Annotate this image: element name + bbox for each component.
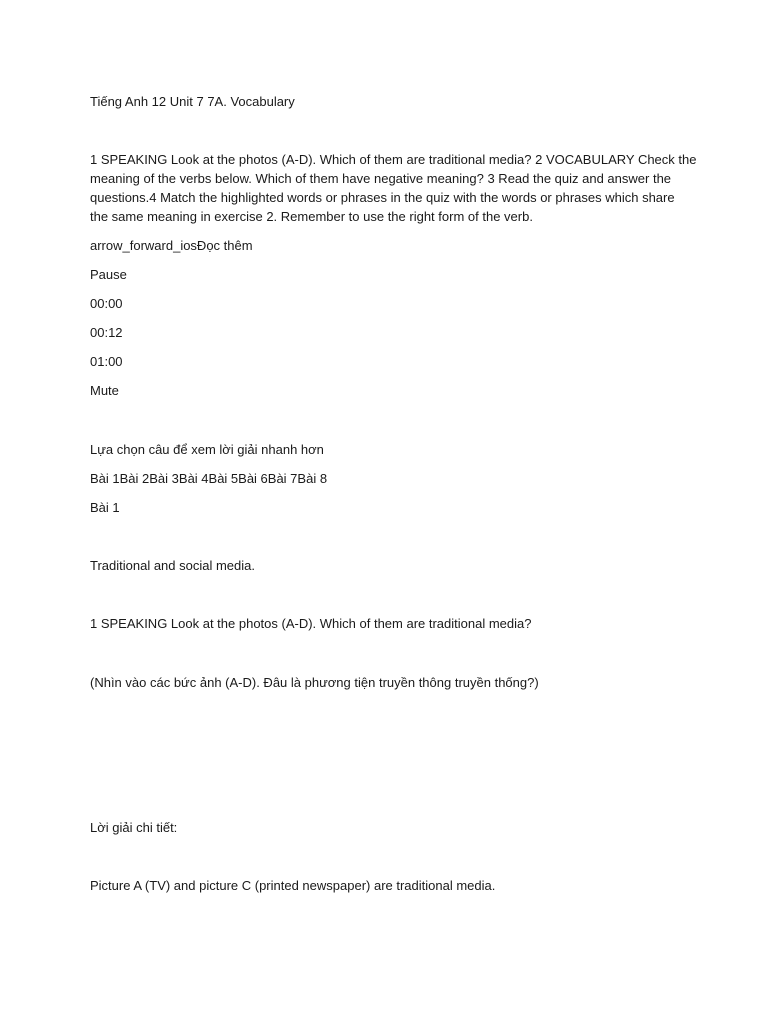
- topic-title: Traditional and social media.: [90, 558, 255, 573]
- current-time: 00:00: [90, 296, 123, 311]
- document-title: Tiếng Anh 12 Unit 7 7A. Vocabulary: [90, 94, 295, 109]
- read-more-link[interactable]: arrow_forward_iosĐọc thêm: [90, 238, 253, 253]
- intro-line: the same meaning in exercise 2. Remember to use the right form of the verb.: [90, 209, 533, 224]
- intro-line: questions.4 Match the highlighted words or phrases in the quiz with the words or phrases which share: [90, 190, 675, 205]
- question-vietnamese: (Nhìn vào các bức ảnh (A-D). Đâu là phương tiện truyền thông truyền thống?): [90, 675, 539, 690]
- pause-button[interactable]: Pause: [90, 267, 127, 282]
- intro-line: meaning of the verbs below. Which of them have negative meaning? 3 Read the quiz and answer the: [90, 171, 672, 186]
- mute-button[interactable]: Mute: [90, 383, 119, 398]
- intro-line: 1 SPEAKING Look at the photos (A-D). Which of them are traditional media? 2 VOCABULARY Check the: [90, 152, 697, 167]
- intro-paragraph: [90, 150, 697, 226]
- exercise-heading: Bài 1: [90, 500, 120, 515]
- select-question-prompt: Lựa chọn câu để xem lời giải nhanh hơn: [90, 442, 324, 457]
- buffered-time: 00:12: [90, 325, 123, 340]
- question-english: 1 SPEAKING Look at the photos (A-D). Which of them are traditional media?: [90, 616, 532, 631]
- solution-text: Picture A (TV) and picture C (printed newspaper) are traditional media.: [90, 878, 496, 893]
- exercise-navigation[interactable]: Bài 1Bài 2Bài 3Bài 4Bài 5Bài 6Bài 7Bài 8: [90, 471, 328, 486]
- solution-heading: Lời giải chi tiết:: [90, 820, 178, 835]
- total-duration: 01:00: [90, 354, 123, 369]
